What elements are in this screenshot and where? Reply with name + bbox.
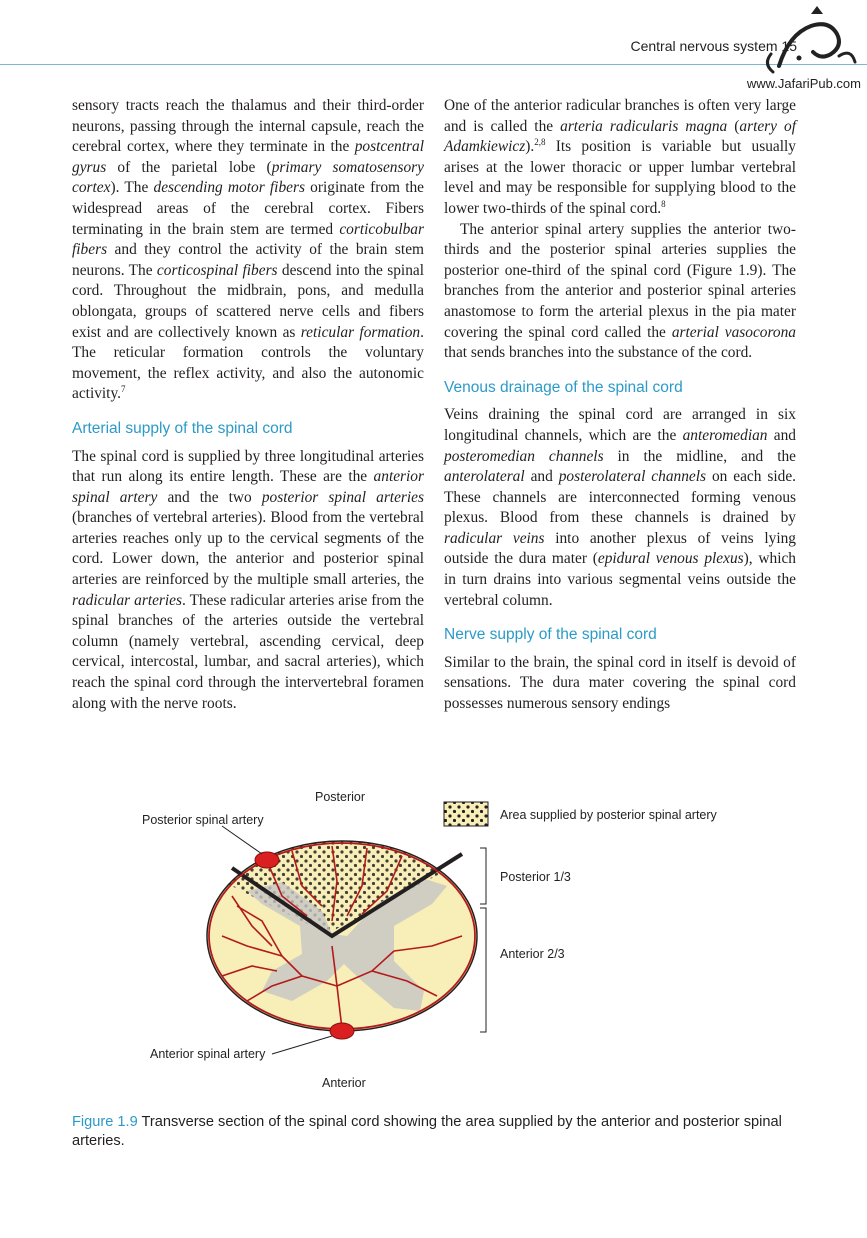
bracket-anterior <box>480 908 486 1032</box>
label-anterior-two-thirds: Anterior 2/3 <box>500 947 565 961</box>
header-rule <box>0 64 867 65</box>
legend-swatch <box>444 802 488 826</box>
running-title: Central nervous system <box>630 38 778 54</box>
figure-caption <box>72 1113 802 1151</box>
publisher-logo-icon <box>759 4 859 84</box>
label-anterior-spinal-artery: Anterior spinal artery <box>150 1047 266 1061</box>
label-posterior-third: Posterior 1/3 <box>500 870 571 884</box>
caption-text: Transverse section of the spinal cord showing the area supplied by the anterior and posterior spinal arteries. <box>72 1114 782 1149</box>
label-anterior: Anterior <box>322 1076 366 1090</box>
label-posterior: Posterior <box>315 790 366 804</box>
figure-spinal-cord <box>132 786 752 1096</box>
paragraph: The anterior spinal artery supplies the anterior two-thirds and the posterior spinal arteries supplies the posterior one-third of the spinal cord (Figure 1.9). The branches from the anterior and posterior spinal arteries anastomose to form the arterial plexus in the pia mater covering the spinal cord called the arterial vasocorona that sends branches into the substance of the cord. <box>444 220 796 362</box>
section-heading-arterial: Arterial supply of the spinal cord <box>72 419 293 437</box>
figure-number: Figure 1.9 <box>72 1114 138 1130</box>
paragraph: One of the anterior radicular branches is often very large and is called the arteria radicularis magna (artery of Adamkiewicz).$^{2,8}$ Its position is variable but usually arises at the lower thoracic or upper lumbar vertebral level and may be responsible for supplying blood to the lower two-thirds of the spinal cord.$^8$ <box>444 97 796 217</box>
paragraph: Veins draining the spinal cord are arranged in six longitudinal channels, which are the anteromedian and posteromedian channels in the midline, and the anterolateral and posterolateral channels on each side. These channels are interconnected forming venous plexus. Blood from these channels is drained by radicular veins into another plexus of veins lying outside the dura mater (epidural venous plexus), which in turn drains into various segmental veins outside the vertebral column. <box>444 406 797 609</box>
label-posterior-spinal-artery: Posterior spinal artery <box>142 813 264 827</box>
section-heading-nerve: Nerve supply of the spinal cord <box>444 626 657 644</box>
watermark-url: www.JafariPub.com <box>746 76 861 91</box>
bracket-posterior <box>480 848 486 904</box>
right-column <box>444 96 796 715</box>
legend-label: Area supplied by posterior spinal artery <box>500 808 717 822</box>
anterior-spinal-artery <box>330 1023 354 1039</box>
paragraph: sensory tracts reach the thalamus and their third-order neurons, passing through the internal capsule, reach the cerebral cortex, where they terminate in the postcentral gyrus of the parietal lobe (primary somatosensory cortex). The descending motor fibers originate from the widespread areas of the cerebral cortex. Fibers terminating in the brain stem are termed corticobulbar fibers and they control the activity of the brain stem neurons. The corticospinal fibers descend into the spinal cord. Throughout the midbrain, pons, and medulla oblongata, groups of scattered nerve cells and fibers exist and are collectively known as reticular formation. The reticular formation controls the voluntary movement, the reflex activity, and also the autonomic activity.$^7$ <box>72 97 424 403</box>
page-number: 15 <box>781 38 797 54</box>
left-column <box>72 96 424 714</box>
paragraph: The spinal cord is supplied by three longitudinal arteries that run along its entire length. These are the anterior spinal artery and the two posterior spinal arteries (branches of vertebral arteries). Blood from the vertebral arteries reaches only up to the cervical segments of the cord. Lower down, the anterior and posterior spinal arteries are reinforced by the multiple small arteries, the radicular arteries. These radicular arteries arise from the spinal branches of the arteries outside the vertebral column (namely vertebral, ascending cervical, deep cervical, intercostal, lumbar, and sacral arteries), which reach the spinal cord through the intervertebral foramen along with the nerve roots. <box>72 447 424 712</box>
section-heading-venous: Venous drainage of the spinal cord <box>444 378 683 396</box>
paragraph: Similar to the brain, the spinal cord in itself is devoid of sensations. The dura mater covering the spinal cord possesses numerous sensory endings <box>444 653 796 713</box>
leader-line-anterior <box>272 1036 332 1054</box>
posterior-spinal-artery <box>255 852 279 868</box>
leader-line-posterior <box>222 826 262 854</box>
